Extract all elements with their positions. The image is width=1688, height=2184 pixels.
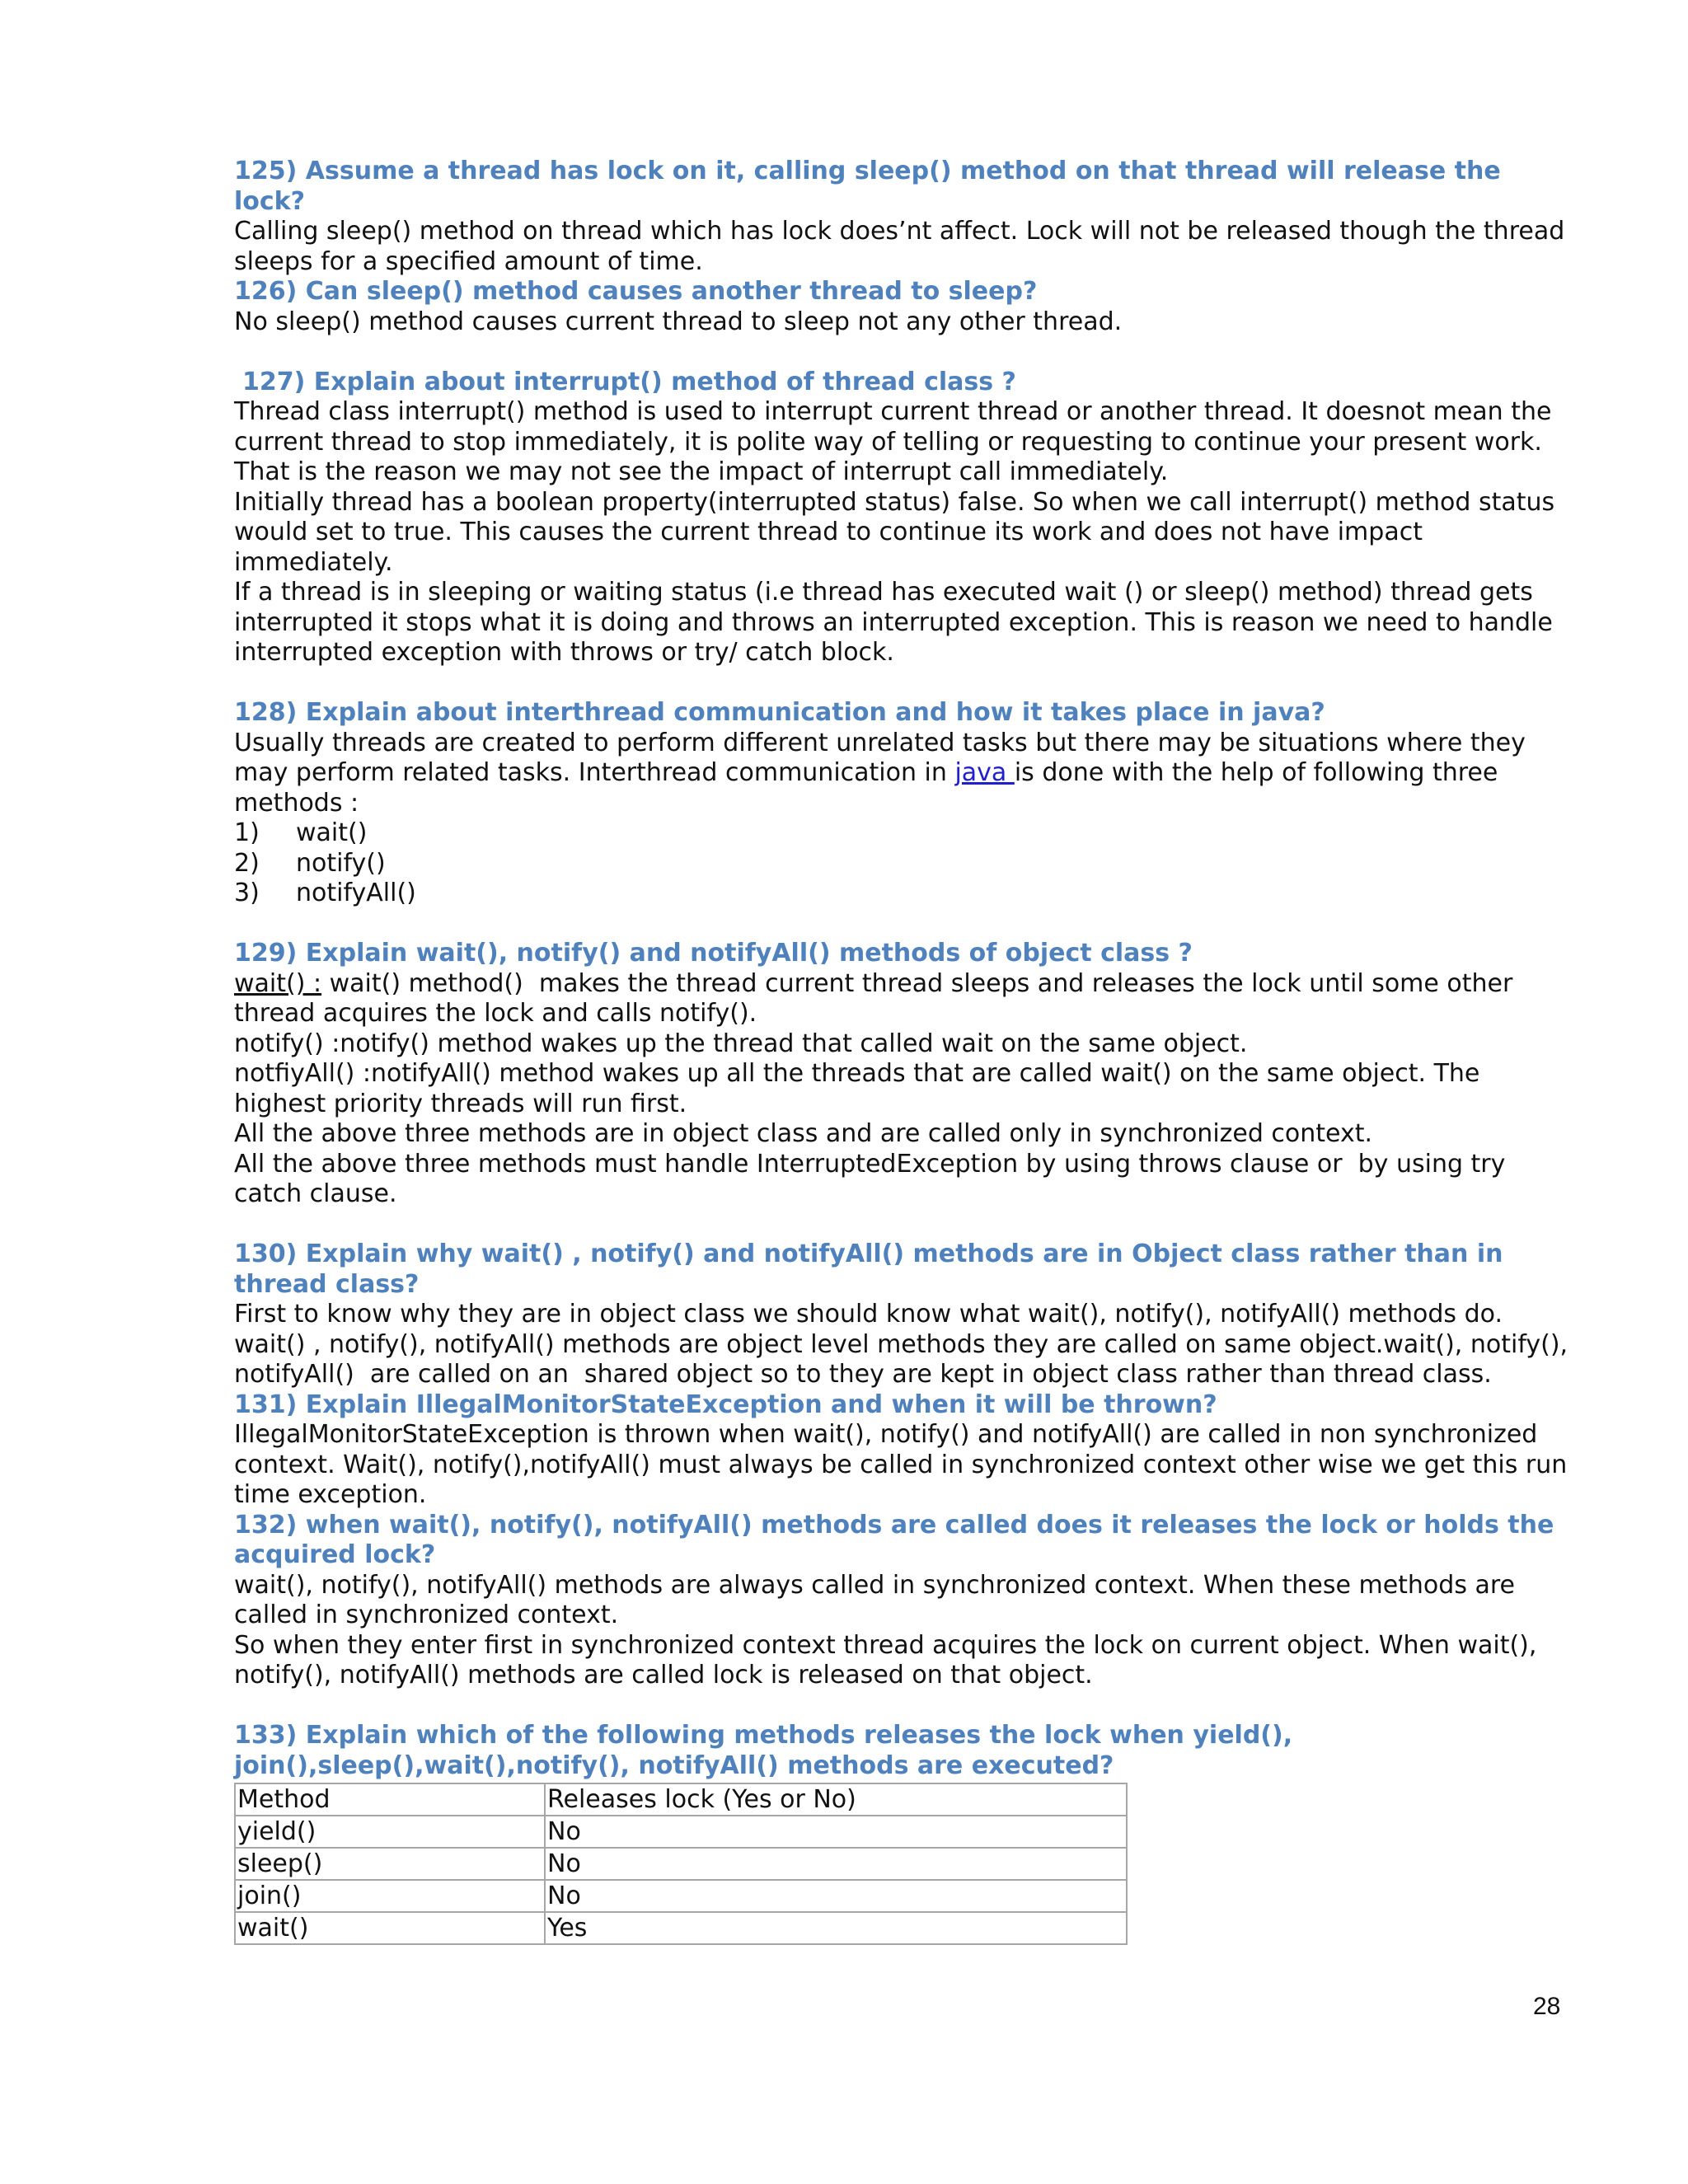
answer-127-paragraph-1: Thread class interrupt() method is used to interrupt current thread or another thread. It doesnot mean the current thread to stop immediately, it is polite way of telling or requesting to continue your present work. That is the reason we may not see the impact of interrupt call immediately. bbox=[234, 397, 1560, 486]
wait-description: wait() method() makes the thread current thread sleeps and releases the lock until some other thread acquires the lock and calls notify(). bbox=[234, 968, 1521, 1028]
answer-127-paragraph-2: Initially thread has a boolean property(interrupted status) false. So when we call interrupt() method status would set to true. This causes the current thread to continue its work and does not have impact immediately. bbox=[234, 487, 1563, 577]
table-cell: No bbox=[545, 1880, 1127, 1912]
answer-128-text-after-link: is done with the help of following three methods : bbox=[234, 758, 1506, 818]
answer-132-paragraph-2: So when they enter first in synchronized context thread acquires the lock on current object. When wait(), notify(), notifyAll() methods are called lock is released on that object. bbox=[234, 1630, 1545, 1690]
question-130-heading: 130) Explain why wait() , notify() and notifyAll() methods are in Object class rather than in thread class? bbox=[234, 1240, 1503, 1299]
table-cell: sleep() bbox=[235, 1848, 545, 1880]
spacer bbox=[234, 909, 1569, 940]
answer-125: Calling sleep() method on thread which has lock does’nt affect. Lock will not be released though the thread sleeps for a specified amount of time. bbox=[234, 217, 1573, 276]
table-header-row bbox=[235, 1783, 1127, 1816]
lock-release-table bbox=[234, 1783, 1128, 1945]
question-133-heading: 133) Explain which of the following methods releases the lock when yield(), join(),sleep(),wait(),notify(), notifyAll() methods are executed? bbox=[234, 1721, 1293, 1780]
table-row bbox=[235, 1880, 1127, 1912]
question-127-heading: 127) Explain about interrupt() method of thread class ? bbox=[242, 367, 1016, 396]
answer-129-note-1: All the above three methods are in object class and are called only in synchronized context. bbox=[234, 1119, 1373, 1148]
spacer bbox=[234, 668, 1569, 699]
answer-130: First to know why they are in object class we should know what wait(), notify(), notifyAll() methods do. wait() , notify(), notifyAll() methods are object level methods they are called on same object.wait(), notify(), notifyAll() are called on an shared object so to they are kept in object class rather than thread class. bbox=[234, 1300, 1576, 1389]
list-item bbox=[234, 879, 1569, 909]
table-cell: No bbox=[545, 1848, 1127, 1880]
question-128-heading: 128) Explain about interthread communication and how it takes place in java? bbox=[234, 698, 1325, 727]
list-item-text: notify() bbox=[296, 848, 386, 878]
list-item-number: 3) bbox=[234, 879, 260, 907]
answer-126: No sleep() method causes current thread to sleep not any other thread. bbox=[234, 307, 1123, 336]
question-131-heading: 131) Explain IllegalMonitorStateException and when it will be thrown? bbox=[234, 1390, 1217, 1419]
java-link[interactable]: java bbox=[954, 758, 1015, 787]
answer-128 bbox=[234, 729, 1569, 819]
question-132-heading: 132) when wait(), notify(), notifyAll() methods are called does it releases the lock or holds the acquired lock? bbox=[234, 1510, 1554, 1569]
answer-131: IllegalMonitorStateException is thrown when wait(), notify() and notifyAll() are called in non synchronized context. Wait(), notify(),notifyAll() must always be called in synchronized context other wise we get this run time exception. bbox=[234, 1420, 1575, 1509]
answer-132-paragraph-1: wait(), notify(), notifyAll() methods are always called in synchronized context. When these methods are called in synchronized context. bbox=[234, 1570, 1523, 1629]
question-126-heading: 126) Can sleep() method causes another thread to sleep? bbox=[234, 277, 1038, 306]
list-item-number: 2) bbox=[234, 848, 260, 878]
answer-129-note-2: All the above three methods must handle InterruptedException by using throws clause or by using try catch clause. bbox=[234, 1149, 1513, 1208]
answer-127-paragraph-3: If a thread is in sleeping or waiting status (i.e thread has executed wait () or sleep() method) thread gets interrupted it stops what it is doing and throws an interrupted exception. This is reason we need to handle interrupted exception with throws or try/ catch block. bbox=[234, 578, 1561, 667]
answer-129-wait bbox=[234, 969, 1569, 1029]
table-cell: join() bbox=[235, 1880, 545, 1912]
page-number: 28 bbox=[1533, 1993, 1561, 2020]
wait-label: wait() : bbox=[234, 968, 322, 998]
table-header-cell: Releases lock (Yes or No) bbox=[545, 1783, 1127, 1816]
list-item bbox=[234, 818, 1569, 849]
list-item-text: wait() bbox=[296, 818, 368, 847]
table-row bbox=[235, 1912, 1127, 1944]
table-row bbox=[235, 1848, 1127, 1880]
answer-129-notify: notify() :notify() method wakes up the thread that called wait on the same object. bbox=[234, 1029, 1248, 1058]
table-cell: Yes bbox=[545, 1912, 1127, 1944]
question-129-heading: 129) Explain wait(), notify() and notifyAll() methods of object class ? bbox=[234, 939, 1193, 968]
table-row bbox=[235, 1816, 1127, 1848]
answer-128-text-before-link: Usually threads are created to perform different unrelated tasks but there may be situations where they may perform related tasks. Interthread communication in bbox=[234, 728, 1534, 787]
table-cell: wait() bbox=[235, 1912, 545, 1944]
table-cell: No bbox=[545, 1816, 1127, 1848]
list-item-text: notifyAll() bbox=[296, 879, 416, 907]
answer-129-notifyall: notfiyAll() :notifyAll() method wakes up all the threads that are called wait() on the same object. The highest priority threads will run first. bbox=[234, 1059, 1488, 1118]
list-item bbox=[234, 849, 1569, 879]
table-header-cell: Method bbox=[235, 1783, 545, 1816]
spacer bbox=[234, 337, 1569, 368]
table-cell: yield() bbox=[235, 1816, 545, 1848]
document-page bbox=[234, 157, 1576, 1945]
spacer bbox=[234, 1691, 1569, 1722]
question-125-heading: 125) Assume a thread has lock on it, calling sleep() method on that thread will release the lock? bbox=[234, 157, 1501, 216]
spacer bbox=[234, 1210, 1569, 1240]
list-item-number: 1) bbox=[234, 818, 260, 847]
